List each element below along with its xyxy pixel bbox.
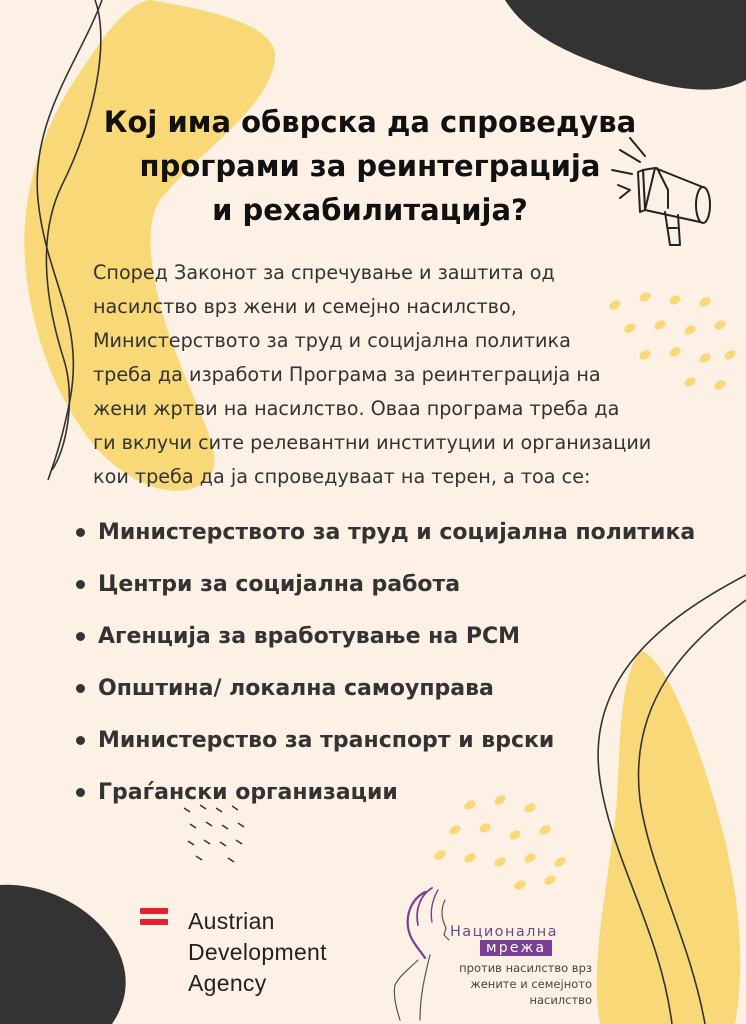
bullet-icon <box>76 580 85 589</box>
nm-subtitle-line: против насилство врз <box>459 961 592 975</box>
ada-line: Development <box>188 939 327 965</box>
austrian-development-agency-logo <box>140 906 327 999</box>
ada-logo-text <box>188 906 327 999</box>
list-item-label: Граѓански организации <box>98 779 398 805</box>
list-item-label: Агенција за вработување на РСМ <box>98 623 521 649</box>
institutions-list <box>76 506 695 818</box>
list-item <box>76 662 695 714</box>
intro-line: Министерството за труд и социјална политика <box>93 329 571 352</box>
title-line: и рехабилитација? <box>212 193 528 227</box>
title-line: програми за реинтеграција <box>139 149 601 183</box>
dark-blob-top <box>505 0 746 90</box>
ada-line: Agency <box>188 970 267 996</box>
intro-line: насилство врз жени и семејно насилство, <box>93 295 517 318</box>
nm-logo-subtitle <box>434 960 592 1008</box>
list-item <box>76 766 695 818</box>
page-title <box>70 100 670 232</box>
bullet-icon <box>76 632 85 641</box>
nm-logo-line2: мрежа <box>480 940 552 956</box>
list-item <box>76 506 695 558</box>
intro-line: кои треба да ја спроведуваат на терен, а тоа се: <box>93 465 591 488</box>
list-item-label: Општина/ локална самоуправа <box>98 675 494 701</box>
title-line: Кој има обврска да спроведува <box>103 105 637 139</box>
bullet-icon <box>76 788 85 797</box>
nm-subtitle-line: жените и семејното <box>470 977 592 991</box>
austrian-flag-icon <box>140 908 168 999</box>
national-network-logo <box>398 880 592 1010</box>
list-item-label: Центри за социјална работа <box>98 571 461 597</box>
bullet-icon <box>76 528 85 537</box>
list-item <box>76 714 695 766</box>
dark-blob-bottom <box>0 885 126 1024</box>
list-item-label: Министерството за труд и социјална политика <box>98 519 696 545</box>
bullet-icon <box>76 684 85 693</box>
bullet-icon <box>76 736 85 745</box>
list-item <box>76 558 695 610</box>
nm-subtitle-line: насилство <box>529 993 592 1007</box>
intro-line: жени жртви на насилство. Оваа програма треба да <box>93 397 620 420</box>
intro-paragraph <box>93 256 733 494</box>
nm-logo-line1: Национална <box>450 924 558 940</box>
intro-line: треба да изработи Програма за реинтеграција на <box>93 363 601 386</box>
list-item <box>76 610 695 662</box>
intro-line: Според Законот за спречување и заштита од <box>93 261 555 284</box>
ada-line: Austrian <box>188 908 275 934</box>
list-item-label: Министерство за транспорт и врски <box>98 727 555 753</box>
intro-line: ги вклучи сите релевантни институции и организации <box>93 431 652 454</box>
